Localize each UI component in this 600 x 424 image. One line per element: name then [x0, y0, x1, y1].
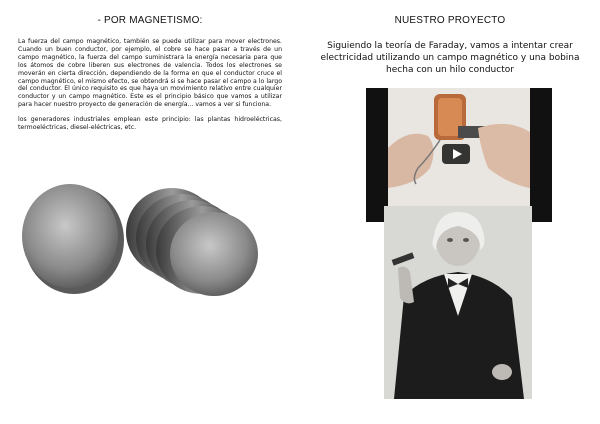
video-player[interactable]	[366, 88, 552, 222]
paragraph: La fuerza del campo magnético, también se puede utilizar para mover electrones. Cuando un buen conductor, por ejemplo, el cobre se hace pasar a través de un campo magnético, la fuerza del campo suministrara la energía necesaria para que los átomos de cobre liberen sus electrones de valencia. Todos los electrones se moverán en cierta dirección, dependiendo de la forma en que el conductor cruce el campo magnético, el mismo efecto, se obtendrá si se hace pasar el campo a lo largo del conductor. El único requisito es que haya un movimiento relativo entre cualquier conductor y un campo magnético. Este es el principio básico que vamos a utilizar para hacer nuestro proyecto de generación de energía... vamos a ver si funciona.	[18, 38, 282, 109]
section-title: - POR MAGNETISMO:	[97, 15, 203, 26]
paragraph: los generadores industriales emplean este principio: las plantas hidroeléctricas, termoeléctricas, diesel-eléctricas, etc.	[18, 116, 282, 132]
section-title: NUESTRO PROYECTO	[394, 15, 506, 26]
project-subtitle: Siguiendo la teoría de Faraday, vamos a intentar crear electricidad utilizando un campo magnético y una bobina hecha con un hilo conductor	[320, 41, 580, 75]
magnets-image	[22, 176, 267, 296]
body-text	[18, 38, 282, 139]
faraday-portrait-image	[384, 206, 532, 399]
play-icon[interactable]	[442, 144, 470, 164]
right-page	[300, 0, 600, 424]
